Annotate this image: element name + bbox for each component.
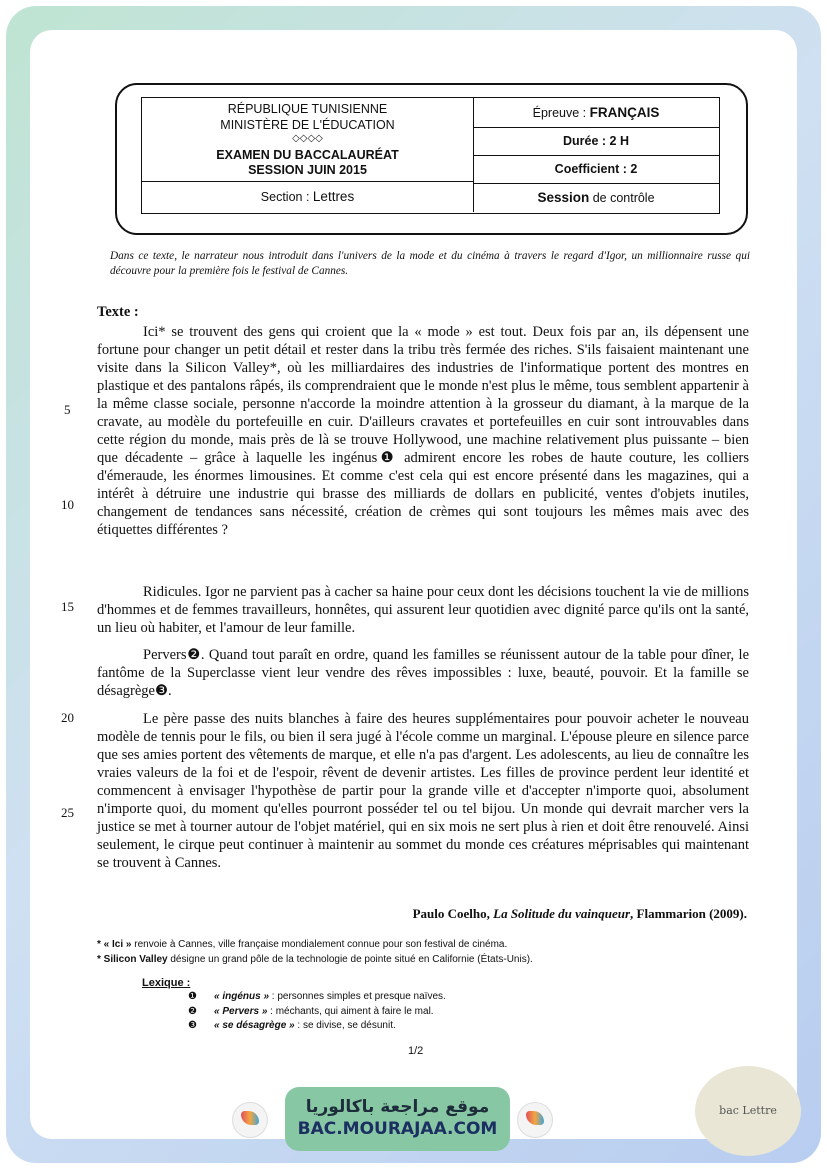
text-paragraph-2: Ridicules. Igor ne parvient pas à cacher sa haine pour ceux dont les décisions touchent la vie de millions d'hommes et de femmes travailleurs, honnêtes, qui assurent leur quotidien avec dignité parce qu'ils ont la santé, un lieu où habiter, et l'amour de leur famille. — [97, 584, 749, 636]
coefficient-field: Coefficient : 2 — [554, 162, 638, 176]
header-divider — [473, 127, 719, 128]
line-number: 25 — [61, 805, 74, 820]
lexique-term: « Pervers » — [214, 1006, 268, 1017]
session-bold: Session — [537, 190, 590, 205]
page-number: 1/2 — [408, 1045, 424, 1057]
line-number: 5 — [64, 402, 71, 417]
lexique-term: « se désagrège » — [214, 1020, 295, 1031]
site-logo-icon — [517, 1102, 553, 1138]
ministry-label: MINISTÈRE DE L'ÉDUCATION — [220, 118, 395, 132]
texte-title: Texte : — [97, 304, 139, 320]
footnote-text: renvoie à Cannes, ville française mondialement connue pour son festival de cinéma. — [131, 939, 508, 950]
duree-field: Durée : 2 H — [563, 134, 629, 148]
session-rest: de contrôle — [589, 191, 655, 205]
text-paragraph-4: Le père passe des nuits blanches à faire des heures supplémentaires pour pouvoir acheter le nouveau modèle de tennis pour le fils, ou bien il sera jugé à l'école comme un marginal. L'épouse pleure en silence parce que ses amies portent des vêtements de marque, et elle n'a pas d'argent. Les adolescents, au lieu de connaître les vraies valeurs de la foi et de l'espoir, rêvent de devenir artistes. Les filles de province perdent leur identité et commencent à envisager l'hypothèse de partir pour la grande ville et d'accepter n'importe quoi, absolument n'importe quoi, du moment qu'elles pourront posséder tel ou tel bijou. Un monde qui devrait marcher vers la justice se met à tourner autour de l'objet matériel, qui en six mois ne sert plus à rien et doit être renouvelé. Ainsi seulement, le cirque peut continuer à maintenir au sommet du monde ces créatures méprisables qui maintenant se trouvent à Cannes. — [97, 711, 749, 871]
banner-arabic: موقع مراجعة باكالوريا — [305, 1097, 490, 1117]
section-field — [150, 190, 465, 204]
intro-paragraph: Dans ce texte, le narrateur nous introduit dans l'univers de la mode et du cinéma à travers le regard d'Igor, un millionnaire russe qui découvre pour la première fois le festival de Cannes. — [110, 250, 750, 277]
lexique-term: « ingénus » — [214, 991, 270, 1002]
epreuve-value: FRANÇAIS — [589, 105, 660, 120]
section-value: Lettres — [312, 189, 355, 204]
lexique-bullet: ❸ — [188, 1020, 197, 1031]
banner-url[interactable]: BAC.MOURAJAA.COM — [297, 1119, 498, 1139]
header-divider — [473, 183, 719, 184]
lexique-bullet: ❷ — [188, 1006, 197, 1017]
ornament: ◇◇◇◇ — [292, 133, 323, 144]
line-number: 20 — [61, 710, 74, 725]
source-author: Paulo Coelho, — [412, 906, 494, 921]
site-logo-icon — [232, 1102, 268, 1138]
republic-label: RÉPUBLIQUE TUNISIENNE — [227, 102, 388, 116]
source-citation — [413, 906, 747, 922]
text-paragraph-1: Ici* se trouvent des gens qui croient que la « mode » est tout. Deux fois par an, ils dépensent une fortune pour changer un petit détail et rester dans la tribu très fermée des riches. S'ils faisaient maintenant une visite dans la Silicon Valley*, où les milliardaires des industries de l'informatique portent des montres en plastique et des pantalons râpés, ils comprendraient que le monde n'est plus le même, tous semblent appartenir à la même classe sociale, personne n'accorde la moindre attention à la grosseur du diamant, à la marque de la cravate, au modèle du portefeuille en cuir. D'ailleurs cravates et portefeuilles en cuir sont introuvables dans cette région du monde, mais près de là se trouve Hollywood, une machine relativement plus puissante – bien que décadente – grâce à laquelle les ingénus❶ admirent encore les robes de haute couture, les colliers d'émeraude, les énormes limousines. Et comme c'est cela qui est encore présenté dans les magazines, qui a intérêt à détruire une industrie qui brasse des milliards de dollars en publicité, ventes d'objets inutiles, changement de tendances sans nécessité, création de crèmes qui sont toujours les mêmes mais avec des étiquettes différentes ? — [97, 324, 749, 538]
site-banner[interactable] — [285, 1087, 510, 1151]
footnote-key: * « Ici » — [97, 939, 132, 950]
epreuve-label: Épreuve : — [532, 106, 590, 120]
lexique-bullet: ❶ — [188, 991, 197, 1002]
lexique-def: : se divise, se désunit. — [294, 1020, 396, 1031]
line-number: 10 — [61, 497, 74, 512]
footnote-text: désigne un grand pôle de la technologie de pointe situé en Californie (États-Unis). — [167, 954, 533, 965]
session-date: SESSION JUIN 2015 — [248, 163, 367, 177]
text-paragraph-3: Pervers❷. Quand tout paraît en ordre, quand les familles se réunissent autour de la table pour dîner, le fantôme de la Superclasse vient leur vendre des rêves impossibles : luxe, beauté, pouvoir. Et la famille se désagrège❸. — [97, 647, 749, 699]
exam-title: EXAMEN DU BACCALAURÉAT — [216, 148, 399, 162]
line-number: 15 — [61, 599, 74, 614]
bac-lettre-badge: bac Lettre — [695, 1066, 801, 1156]
lexique-title: Lexique : — [142, 977, 191, 989]
section-label: Section : — [260, 190, 313, 204]
lexique-item — [188, 1006, 434, 1017]
lexique-def: : méchants, qui aiment à faire le mal. — [267, 1006, 434, 1017]
lexique-def: : personnes simples et presque naïves. — [269, 991, 446, 1002]
header-divider — [473, 155, 719, 156]
source-title: La Solitude du vainqueur — [493, 906, 631, 921]
epreuve-field — [478, 106, 714, 120]
lexique-item — [188, 991, 446, 1002]
lexique-item — [188, 1020, 396, 1031]
session-type-field — [478, 191, 714, 205]
footnote-key: * Silicon Valley — [97, 954, 168, 965]
footnote-ici — [97, 939, 507, 950]
header-divider — [141, 181, 474, 182]
footnote-silicon-valley — [97, 954, 533, 965]
source-publisher: , Flammarion (2009). — [630, 906, 747, 921]
